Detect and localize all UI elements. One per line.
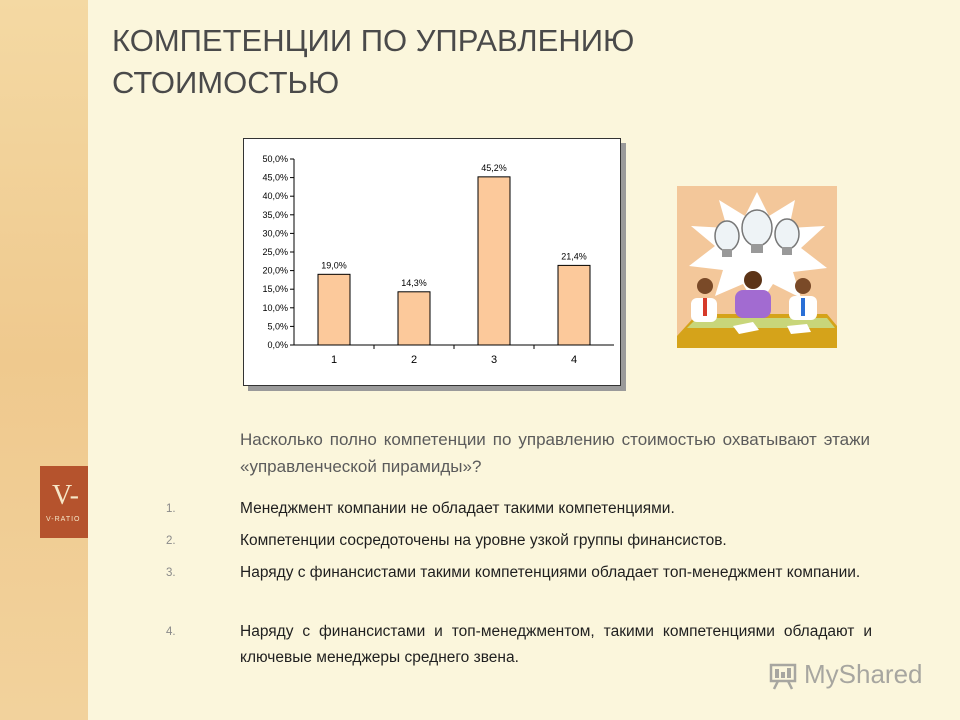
x-tick-label: 3 [490,354,498,366]
bar-data-label: 45,2% [481,162,507,173]
y-tick-label: 40,0% [262,191,288,202]
list-item-number: 3. [166,567,176,579]
bar [318,274,350,345]
logo-subtitle: V-RATIO [46,516,81,523]
bar-data-label: 19,0% [321,260,347,271]
meeting-lightbulbs-illustration [677,186,837,348]
x-tick-label: 1 [330,354,338,366]
presentation-icon [768,661,798,691]
list-item [166,560,872,586]
y-tick-label: 15,0% [262,284,288,295]
y-tick-label: 35,0% [262,209,288,220]
question-text: Насколько полно компетенции по управлению стоимостью охватывают этажи «управленческой пирамиды»? [240,430,870,476]
list-item [166,619,872,671]
bar-chart [243,138,621,386]
list-item [166,496,872,522]
y-tick-label: 5,0% [267,321,288,332]
y-tick-label: 0,0% [267,340,288,350]
bar [558,265,590,345]
bar [398,292,430,345]
bar-data-label: 14,3% [401,277,427,288]
x-tick-label: 4 [570,354,578,366]
x-tick-label: 2 [410,354,418,366]
slide-title: КОМПЕТЕНЦИИ ПО УПРАВЛЕНИЮ СТОИМОСТЬЮ [112,23,635,100]
list-item-text: Менеджмент компании не обладает такими компетенциями. [240,500,675,517]
watermark-text: MyShared [804,659,923,689]
bar [478,177,510,345]
list-item [166,528,872,554]
y-tick-label: 20,0% [262,265,288,276]
list-item-number: 2. [166,535,176,547]
bar-data-label: 21,4% [561,251,587,262]
y-tick-label: 45,0% [262,172,288,183]
list-item-number: 1. [166,503,176,515]
list-item-text: Наряду с финансистами такими компетенциями обладает топ-менеджмент компании. [240,564,861,581]
y-tick-label: 50,0% [262,154,288,164]
y-tick-label: 30,0% [262,228,288,239]
myshared-watermark [768,656,923,692]
bar-chart-svg [244,139,620,385]
y-tick-label: 10,0% [262,302,288,313]
logo-mark: V- [52,480,79,511]
list-item-text: Наряду с финансистами и топ-менеджментом, такими компетенциями обладают и ключевые менеджеры среднего звена. [240,623,872,666]
list-item-number: 4. [166,626,176,638]
left-decorative-band [0,0,88,720]
y-tick-label: 25,0% [262,247,288,257]
list-item-text: Компетенции сосредоточены на уровне узкой группы финансистов. [240,532,727,549]
company-logo [40,466,88,538]
